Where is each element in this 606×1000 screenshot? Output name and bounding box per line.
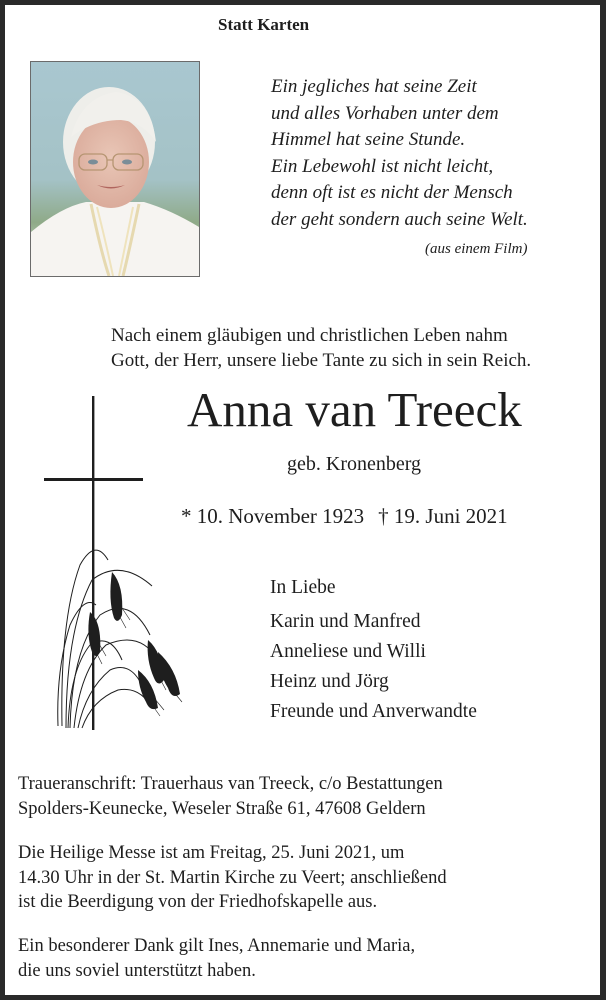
cross-with-wheat-icon xyxy=(40,390,190,735)
intro-line: Gott, der Herr, unsere liebe Tante zu sich in sein Reich. xyxy=(111,350,532,371)
deceased-name: Anna van Treeck xyxy=(187,382,522,437)
intro-line: Nach einem gläubigen und christlichen Leben nahm xyxy=(111,325,508,346)
intro-text xyxy=(111,323,531,373)
life-dates xyxy=(181,503,508,529)
poem-citation: (aus einem Film) xyxy=(425,241,528,257)
obituary-card xyxy=(5,5,600,995)
address-line: Traueranschrift: Trauerhaus van Treeck, c/o Bestattungen xyxy=(18,774,443,794)
thanks-note xyxy=(18,934,415,983)
poem-line: Ein Lebewohl ist nicht leicht, xyxy=(271,155,494,177)
mourner-name: Freunde und Anverwandte xyxy=(270,701,477,722)
poem xyxy=(271,74,528,234)
mourners xyxy=(270,573,477,727)
maiden-name: geb. Kronenberg xyxy=(287,453,422,475)
mass-line: 14.30 Uhr in der St. Martin Kirche zu Veert; anschließend xyxy=(18,867,447,888)
thanks-line: Ein besonderer Dank gilt Ines, Annemarie und Maria, xyxy=(18,936,416,956)
mourner-name: Karin und Manfred xyxy=(270,611,421,632)
header-title: Statt Karten xyxy=(218,15,310,34)
poem-line: Ein jegliches hat seine Zeit xyxy=(271,76,477,97)
portrait-image xyxy=(31,62,199,276)
birth-date: * 10. November 1923 xyxy=(181,504,365,528)
mourners-intro: In Liebe xyxy=(270,577,336,598)
mass-info xyxy=(18,841,447,915)
poem-line: denn oft ist es nicht der Mensch xyxy=(271,182,513,204)
poem-line: der geht sondern auch seine Welt. xyxy=(271,208,528,230)
poem-line: Himmel hat seine Stunde. xyxy=(271,129,466,151)
mass-line: ist die Beerdigung von der Friedhofskapelle aus. xyxy=(18,892,378,912)
mass-line: Die Heilige Messe ist am Freitag, 25. Juni 2021, um xyxy=(18,843,405,863)
portrait-photo xyxy=(30,61,200,277)
death-date: † 19. Juni 2021 xyxy=(378,504,508,528)
poem-line: und alles Vorhaben unter dem xyxy=(271,102,499,124)
mourner-name: Anneliese und Willi xyxy=(270,641,426,662)
address-line: Spolders-Keunecke, Weseler Straße 61, 47608 Geldern xyxy=(18,798,426,819)
thanks-line: die uns soviel unterstützt haben. xyxy=(18,960,256,981)
mourner-name: Heinz und Jörg xyxy=(270,671,389,692)
funeral-address xyxy=(18,772,443,821)
